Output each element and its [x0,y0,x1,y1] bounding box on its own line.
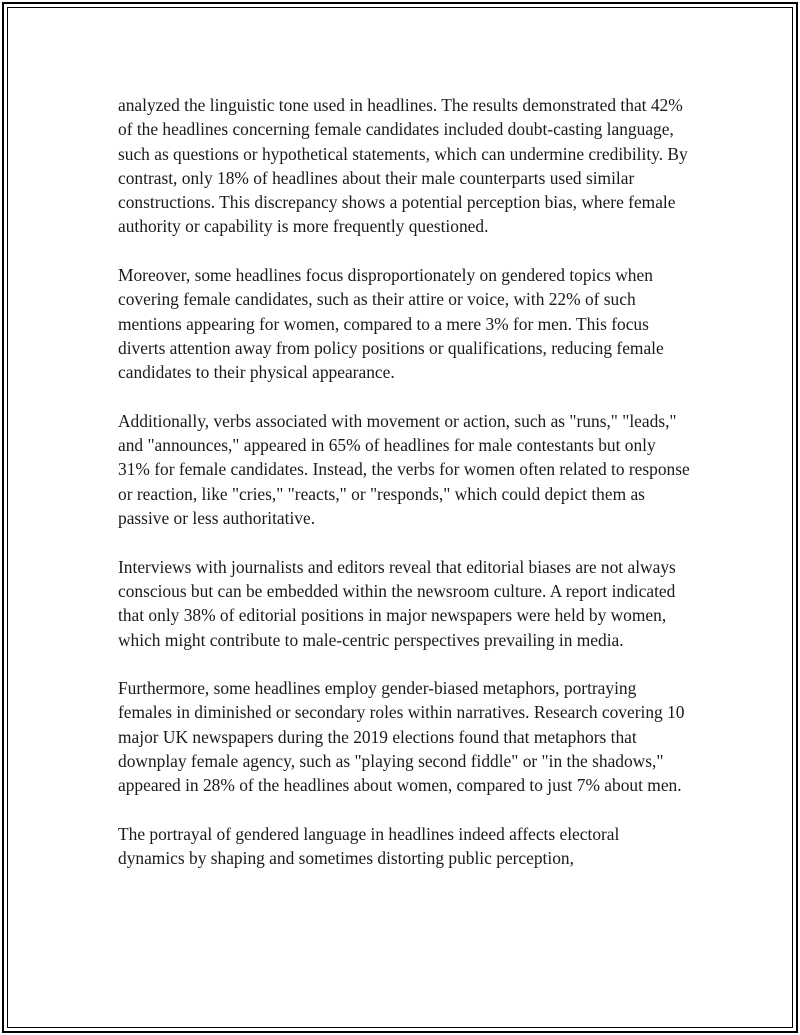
document-body [118,93,690,895]
paragraph-gendered-topics: Moreover, some headlines focus disproportionately on gendered topics when covering female candidates, such as their attire or voice, with 22% of such mentions appearing for women, compared to a mere 3% for men. This focus diverts attention away from policy positions or qualifications, reducing female candidates to their physical appearance. [118,265,664,383]
paragraph-gender-metaphors: Furthermore, some headlines employ gender-biased metaphors, portraying females in diminished or secondary roles within narratives. Research covering 10 major UK newspapers during the 2019 elections found that metaphors that downplay female agency, such as "playing second fiddle" or "in the shadows," appeared in 28% of the headlines about women, compared to just 7% about men. [118,678,685,796]
paragraph-action-verbs: Additionally, verbs associated with movement or action, such as "runs," "leads," and "announces," appeared in 65% of headlines for male contestants but only 31% for female candidates. Instead, the verbs for women often related to response or reaction, like "cries," "reacts," or "responds," which could depict them as passive or less authoritative. [118,410,690,529]
paragraph-electoral-dynamics: The portrayal of gendered language in headlines indeed affects electoral dynamics by shaping and sometimes distorting public perception, [118,823,620,869]
paragraph-editorial-biases: Interviews with journalists and editors reveal that editorial biases are not always conscious but can be embedded within the newsroom culture. A report indicated that only 38% of editorial positions in major newspapers were held by women, which might contribute to male-centric perspectives prevailing in media. [118,556,676,650]
paragraph-linguistic-tone: analyzed the linguistic tone used in headlines. The results demonstrated that 42% of the headlines concerning female candidates included doubt-casting language, such as questions or hypothetical statements, which can undermine credibility. By contrast, only 18% of headlines about their male counterparts used similar constructions. This discrepancy shows a potential perception bias, where female authority or capability is more frequently questioned. [118,95,688,237]
